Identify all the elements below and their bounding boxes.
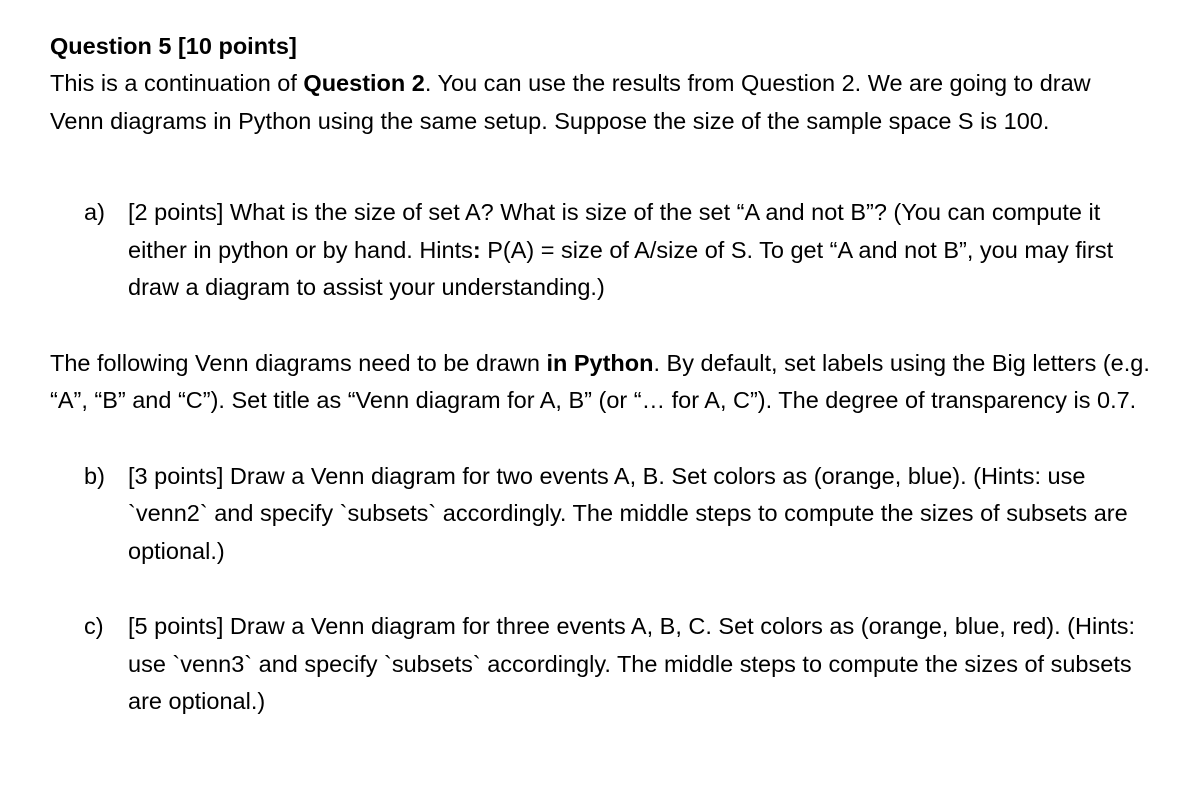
- middle-bold-in-python: in Python: [546, 349, 654, 376]
- part-b: [50, 458, 1150, 571]
- part-c-text: [5 points] Draw a Venn diagram for three events A, B, C. Set colors as (orange, blue, red). (Hints: use `venn3` and specify `subsets` accordingly. The middle steps to compute the sizes of subsets are optional.): [128, 613, 1136, 714]
- part-a-marker: a): [84, 199, 105, 225]
- middle-text-1: The following Venn diagrams need to be drawn: [50, 349, 547, 376]
- intro-paragraph: [50, 65, 1150, 140]
- spacer: [50, 570, 1150, 608]
- document-page: [50, 28, 1150, 721]
- intro-text-2: . You can use the results from Question 2. We are going to draw Venn diagrams in Python using the same setup. Suppose the size of the sample space S is 100.: [50, 70, 1091, 134]
- middle-paragraph: [50, 345, 1150, 420]
- spacer: [50, 307, 1150, 345]
- question-title: Question 5 [10 points]: [50, 33, 297, 59]
- part-c: [50, 608, 1150, 721]
- spacer: [50, 420, 1150, 458]
- spacer: [50, 140, 1150, 194]
- middle-text-2: . By default, set labels using the Big letters (e.g. “A”, “B” and “C”). Set title as “Venn diagram for A, B” (or “… for A, C”). The degree of transparency is 0.7.: [50, 349, 1150, 413]
- part-a-text: [2 points] What is the size of set A? What is size of the set “A and not B”? (You can compute it either in python or by hand. Hints: P(A) = size of A/size of S. To get “A and not B”, you may first draw a diagram to assist your understanding.): [128, 199, 1114, 300]
- intro-text-1: This is a continuation of: [50, 70, 304, 96]
- part-a: [50, 194, 1150, 307]
- part-b-text: [3 points] Draw a Venn diagram for two events A, B. Set colors as (orange, blue). (Hints: use `venn2` and specify `subsets` accordingly. The middle steps to compute the sizes of subsets are optional.): [128, 462, 1128, 564]
- intro-bold-question-ref: Question 2: [303, 70, 425, 96]
- part-a-bold-colon: :: [472, 236, 481, 263]
- part-c-marker: c): [84, 613, 104, 639]
- part-b-marker: b): [84, 462, 105, 489]
